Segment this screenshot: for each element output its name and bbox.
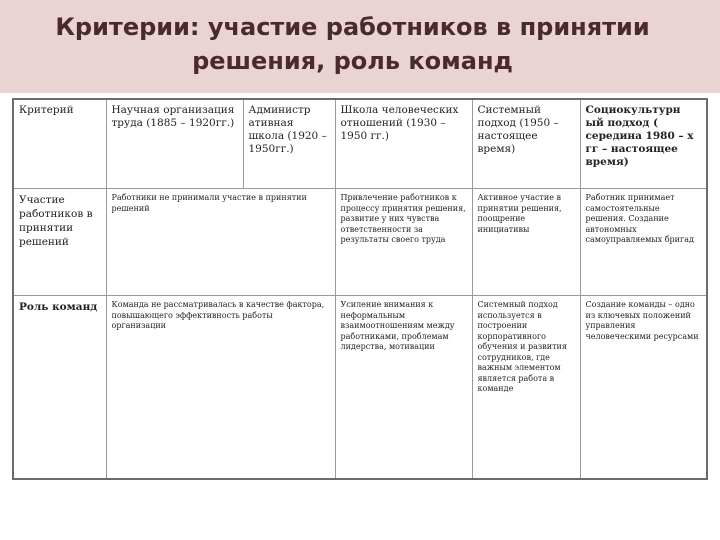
header-criterion: Критерий bbox=[13, 99, 106, 189]
criteria-table bbox=[12, 98, 708, 480]
header-systems-approach: Системный подход (1950 – настоящее время) bbox=[472, 99, 580, 189]
cell-team-sociocultural: Создание команды – одно из ключевых положений управления человеческими ресурсами bbox=[580, 296, 707, 480]
cell-team-early-schools: Команда не рассматривалась в качестве фактора, повышающего эффективность работы организации bbox=[106, 296, 335, 480]
cell-participation-early-schools: Работники не принимали участие в принятии решений bbox=[106, 189, 335, 296]
header-scientific-management: Научная организация труда (1885 – 1920гг.) bbox=[106, 99, 243, 189]
slide-title-line-1: Критерии: участие работников в принятии bbox=[55, 13, 650, 41]
row-label-participation: Участие работников в принятии решений bbox=[13, 189, 106, 296]
table-row bbox=[13, 296, 707, 480]
table-header-row bbox=[13, 99, 707, 189]
table-row bbox=[13, 189, 707, 296]
slide-title bbox=[0, 10, 705, 78]
cell-team-systems: Системный подход используется в построении корпоративного обучения и развития сотрудников, где важным элементом является работа в команде bbox=[472, 296, 580, 480]
cell-team-human-relations: Усиление внимания к неформальным взаимоотношениям между работниками, проблемам лидерства, мотивации bbox=[335, 296, 472, 480]
row-label-team-role: Роль команд bbox=[13, 296, 106, 480]
slide-title-line-2: решения, роль команд bbox=[192, 47, 513, 75]
cell-participation-systems: Активное участие в принятии решения, поощрение инициативы bbox=[472, 189, 580, 296]
header-administrative-school: Администр ативная школа (1920 – 1950гг.) bbox=[243, 99, 335, 189]
header-human-relations-school: Школа человеческих отношений (1930 – 1950 гг.) bbox=[335, 99, 472, 189]
cell-participation-human-relations: Привлечение работников к процессу принятия решения, развитие у них чувства ответственности за результаты своего труда bbox=[335, 189, 472, 296]
cell-participation-sociocultural: Работник принимает самостоятельные решения. Создание автономных самоуправляемых бригад bbox=[580, 189, 707, 296]
header-sociocultural-approach: Социокультурн ый подход ( середина 1980 – х гг – настоящее время) bbox=[580, 99, 707, 189]
